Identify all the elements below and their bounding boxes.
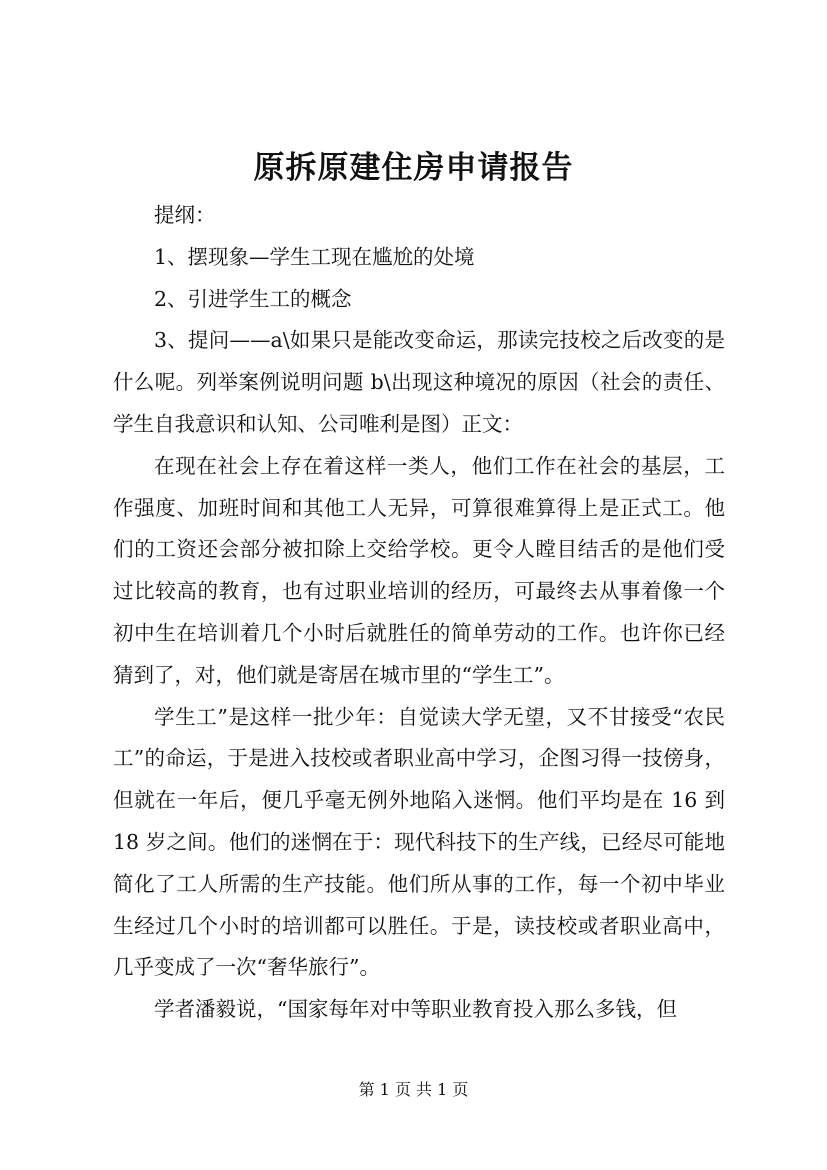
paragraph-body-3: 学者潘毅说，“国家每年对中等职业教育投入那么多钱，但 [154, 997, 677, 1022]
document-title: 原拆原建住房申请报告 [253, 150, 574, 186]
paragraph-outline-item-2: 2、引进学生工的概念 [154, 286, 352, 311]
paragraph-outline-heading: 提纲： [154, 203, 216, 227]
paragraph-outline-item-3: 3、提问——a\如果只是能改变命运，那读完技校之后改变的是什么呢。列举案例说明问题 b\出现这种境况的原因（社会的责任、学生自我意识和认知、公司唯利是图）正文： [113, 328, 725, 436]
paragraph-body-2: 学生工”是这样一批少年：自觉读大学无望，又不甘接受“农民工”的命运，于是进入技校或者职业高中学习，企图习得一技傍身，但就在一年后，便几乎毫无例外地陷入迷惘。他们平均是在 16 到 18 岁之间。他们的迷惘在于：现代科技下的生产线，已经尽可能地简化了工人所需的生产技能。他们所从事的工作，每一个初中毕业生经过几个小时的培训都可以胜任。于是，读技校或者职业高中，几乎变成了一次“奢华旅行”。 [113, 704, 725, 980]
paragraph-outline-item-1: 1、摆现象—学生工现在尴尬的处境 [154, 244, 475, 269]
document-body [113, 195, 725, 1031]
page-footer: 第 1 页 共 1 页 [358, 1080, 469, 1099]
paragraph-body-1: 在现在社会上存在着这样一类人，他们工作在社会的基层，工作强度、加班时间和其他工人无异，可算很难算得上是正式工。他们的工资还会部分被扣除上交给学校。更令人瞠目结舌的是他们受过比较高的教育，也有过职业培训的经历，可最终去从事着像一个初中生在培训着几个小时后就胜任的简单劳动的工作。也许你已经猜到了，对，他们就是寄居在城市里的“学生工”。 [113, 453, 725, 687]
